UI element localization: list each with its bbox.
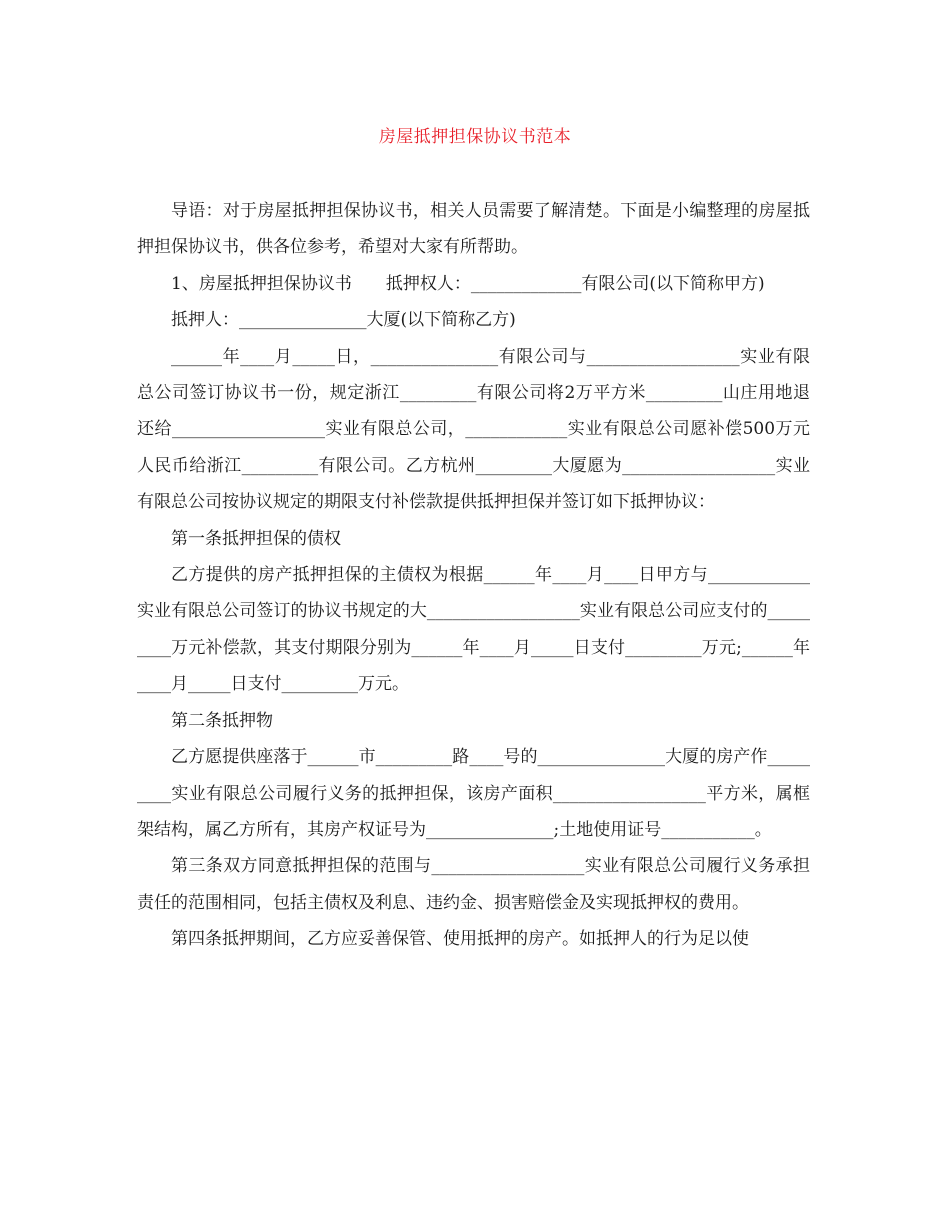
article-3-body: 第三条双方同意抵押担保的范围与__________________实业有限总公司履行义务承担责任的范围相同，包括主债权及利息、违约金、损害赔偿金及实现抵押权的费用。: [137, 856, 810, 913]
paragraph-mortgagor: 抵押人：_______________大厦(以下简称乙方): [171, 310, 516, 331]
article-4-body: 第四条抵押期间，乙方应妥善保管、使用抵押的房产。如抵押人的行为足以使: [171, 929, 749, 950]
document-title: 房屋抵押担保协议书范本: [378, 127, 572, 147]
article-1-body: 乙方提供的房产抵押担保的主债权为根据______年____月____日甲方与____________实业有限总公司签订的协议书规定的大__________________实业有限总公司应支付的_________万元补偿款，其支付期限分别为______年____月_____日支付_________万元;______年____月_____日支付_________万元。: [137, 565, 810, 695]
paragraph-intro: 导语：对于房屋抵押担保协议书，相关人员需要了解清楚。下面是小编整理的房屋抵押担保协议书，供各位参考，希望对大家有所帮助。: [137, 201, 810, 258]
paragraph-background: ______年____月_____日，_______________有限公司与__________________实业有限总公司签订协议书一份，规定浙江_________有限公司将2万平方米_________山庄用地退还给__________________实业有限总公司，____________实业有限总公司愿补偿500万元人民币给浙江_________有限公司。乙方杭州_________大厦愿为__________________实业有限总公司按协议规定的期限支付补偿款提供抵押担保并签订如下抵押协议：: [137, 346, 810, 513]
paragraph-mortgagee: 1、房屋抵押担保协议书 抵押权人：_____________有限公司(以下简称甲方): [171, 273, 765, 294]
article-2-heading: 第二条抵押物: [171, 710, 273, 731]
article-1-heading: 第一条抵押担保的债权: [171, 528, 341, 549]
document-body: [137, 193, 810, 958]
article-2-body: 乙方愿提供座落于______市_________路____号的_______________大厦的房产作_________实业有限总公司履行义务的抵押担保，该房产面积__________________平方米，属框架结构，属乙方所有，其房产权证号为_______________;土地使用证号___________。: [137, 747, 810, 840]
